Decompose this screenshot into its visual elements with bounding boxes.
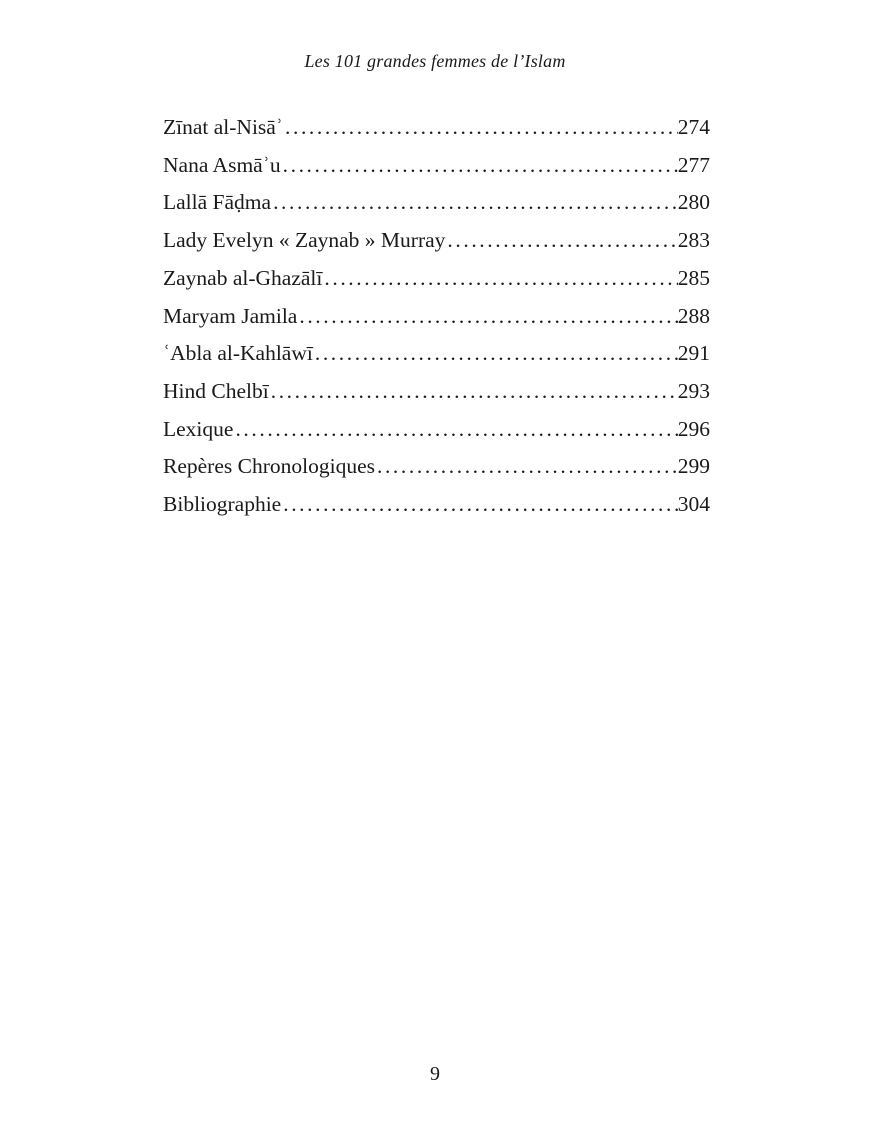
toc-entry — [163, 260, 710, 298]
toc-leader-dots — [283, 486, 678, 524]
toc-entry-page: 291 — [677, 341, 710, 366]
toc-entry-title: Lexique — [163, 416, 234, 441]
toc-entry-title: Bibliographie — [163, 492, 282, 517]
toc-entry-page: 296 — [677, 416, 710, 441]
toc-leader-dots — [271, 373, 678, 411]
toc-entry — [163, 184, 710, 222]
page-number: 9 — [430, 1063, 440, 1085]
toc-entry-title: Repères Chronologiques — [163, 454, 375, 479]
toc-entry — [163, 222, 710, 260]
toc-entry — [163, 109, 710, 147]
toc-entry-page: 280 — [677, 190, 710, 215]
toc-entry-page: 304 — [677, 492, 710, 517]
running-header: Les 101 grandes femmes de l’Islam — [304, 51, 566, 71]
toc-entry-page: 283 — [677, 228, 710, 253]
toc-leader-dots — [299, 298, 677, 336]
toc-leader-dots — [283, 147, 678, 185]
toc-entry — [163, 486, 710, 524]
toc-entry-title: Lady Evelyn « Zaynab » Murray — [163, 228, 446, 253]
toc-leader-dots — [377, 448, 678, 486]
toc-entry-title: Lallā Fāḍma — [163, 190, 272, 215]
toc-entry-page: 293 — [677, 378, 710, 403]
toc-entry-title: Zīnat al-Nisāʾ — [163, 115, 283, 139]
toc-entry — [163, 373, 710, 411]
toc-entry — [163, 298, 710, 336]
toc-entry-page: 274 — [677, 115, 710, 139]
toc-leader-dots — [273, 184, 678, 222]
toc-entry-title: ʿAbla al-Kahlāwī — [163, 341, 313, 366]
toc-entry-title: Hind Chelbī — [163, 378, 269, 403]
toc-entry-page: 299 — [677, 454, 710, 479]
toc-entry-page: 288 — [677, 303, 710, 328]
toc-entry — [163, 147, 710, 185]
toc-entry — [163, 411, 710, 449]
toc-entry-page: 285 — [677, 265, 710, 290]
toc-entry-page: 277 — [677, 152, 710, 177]
toc-leader-dots — [324, 260, 677, 298]
toc-leader-dots — [315, 335, 678, 373]
toc-leader-dots — [235, 411, 677, 449]
toc-entry-title: Nana Asmāʾu — [163, 152, 281, 177]
toc-entry — [163, 448, 710, 486]
table-of-contents — [163, 109, 710, 524]
toc-leader-dots — [285, 109, 678, 147]
toc-entry — [163, 335, 710, 373]
toc-entry-title: Maryam Jamila — [163, 303, 298, 328]
toc-leader-dots — [447, 222, 677, 260]
toc-entry-title: Zaynab al-Ghazālī — [163, 265, 323, 290]
